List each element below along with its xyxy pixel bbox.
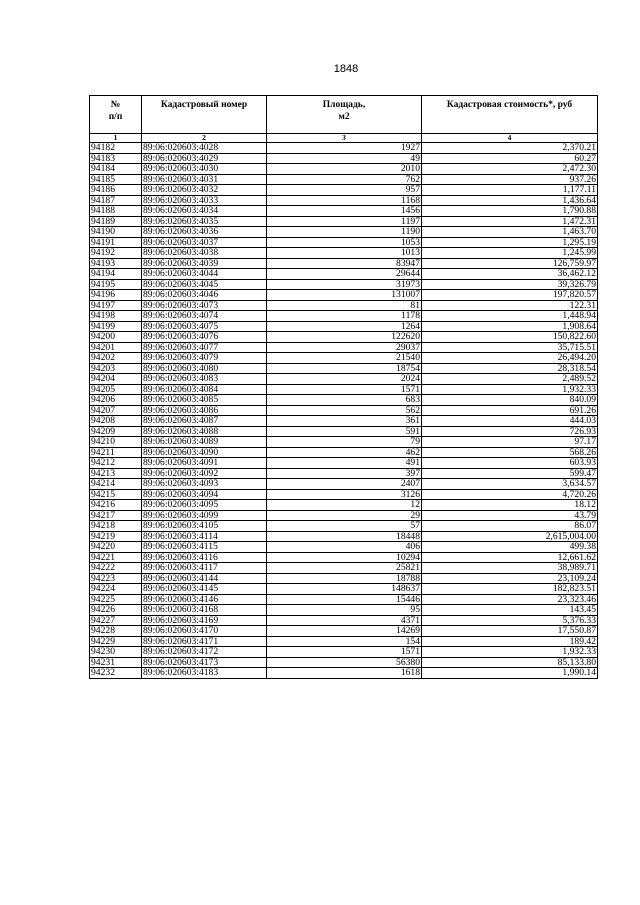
row-number-cell: 94202 [90, 353, 142, 364]
table-row [90, 195, 598, 206]
area-cell: 15446 [267, 594, 422, 605]
header-area: Площадь, м2 [267, 96, 422, 134]
table-row [90, 531, 598, 542]
cadastral-number-cell: 89:06:020603:4105 [142, 521, 267, 532]
row-number-cell: 94226 [90, 605, 142, 616]
row-number-cell: 94231 [90, 657, 142, 668]
row-number-cell: 94188 [90, 206, 142, 217]
area-cell: 1456 [267, 206, 422, 217]
header-cadastral-number: Кадастровый номер [142, 96, 267, 134]
cadastral-number-cell: 89:06:020603:4183 [142, 668, 267, 679]
row-number-cell: 94227 [90, 615, 142, 626]
area-cell: 957 [267, 185, 422, 196]
table-row [90, 552, 598, 563]
area-cell: 1264 [267, 321, 422, 332]
row-number-cell: 94206 [90, 395, 142, 406]
cadastral-value-cell: 60.27 [422, 153, 598, 164]
cadastral-number-cell: 89:06:020603:4080 [142, 363, 267, 374]
table-row [90, 216, 598, 227]
area-cell: 49 [267, 153, 422, 164]
cadastral-number-cell: 89:06:020603:4093 [142, 479, 267, 490]
cadastral-value-cell: 1,295.19 [422, 237, 598, 248]
cadastral-value-cell: 17,550.87 [422, 626, 598, 637]
table-row [90, 248, 598, 259]
area-cell: 122620 [267, 332, 422, 343]
cadastral-value-cell: 97.17 [422, 437, 598, 448]
row-number-cell: 94204 [90, 374, 142, 385]
cadastral-value-cell: 12,661.62 [422, 552, 598, 563]
cadastral-number-cell: 89:06:020603:4032 [142, 185, 267, 196]
cadastral-value-cell: 1,990.14 [422, 668, 598, 679]
area-cell: 1618 [267, 668, 422, 679]
area-cell: 406 [267, 542, 422, 553]
area-cell: 57 [267, 521, 422, 532]
row-number-cell: 94225 [90, 594, 142, 605]
table-row [90, 489, 598, 500]
cadastral-value-cell: 1,932.33 [422, 647, 598, 658]
cadastral-number-cell: 89:06:020603:4031 [142, 174, 267, 185]
cadastral-number-cell: 89:06:020603:4076 [142, 332, 267, 343]
cadastral-value-cell: 599.47 [422, 468, 598, 479]
cadastral-number-cell: 89:06:020603:4074 [142, 311, 267, 322]
cadastral-number-cell: 89:06:020603:4035 [142, 216, 267, 227]
row-number-cell: 94224 [90, 584, 142, 595]
cadastral-number-cell: 89:06:020603:4092 [142, 468, 267, 479]
area-cell: 591 [267, 426, 422, 437]
row-number-cell: 94195 [90, 279, 142, 290]
row-number-cell: 94211 [90, 447, 142, 458]
cadastral-number-cell: 89:06:020603:4044 [142, 269, 267, 280]
table-row [90, 636, 598, 647]
row-number-cell: 94209 [90, 426, 142, 437]
cadastral-number-cell: 89:06:020603:4077 [142, 342, 267, 353]
column-index: 1 [90, 134, 142, 143]
cadastral-number-cell: 89:06:020603:4116 [142, 552, 267, 563]
cadastral-value-cell: 39,326.79 [422, 279, 598, 290]
cadastral-number-cell: 89:06:020603:4088 [142, 426, 267, 437]
cadastral-number-cell: 89:06:020603:4075 [142, 321, 267, 332]
cadastral-value-cell: 85,133.80 [422, 657, 598, 668]
table-row [90, 416, 598, 427]
table-row [90, 237, 598, 248]
cadastral-number-cell: 89:06:020603:4114 [142, 531, 267, 542]
cadastral-number-cell: 89:06:020603:4073 [142, 300, 267, 311]
row-number-cell: 94220 [90, 542, 142, 553]
header-row-number: № п/п [90, 96, 142, 134]
area-cell: 56380 [267, 657, 422, 668]
table-row [90, 258, 598, 269]
row-number-cell: 94198 [90, 311, 142, 322]
cadastral-number-cell: 89:06:020603:4046 [142, 290, 267, 301]
cadastral-number-cell: 89:06:020603:4084 [142, 384, 267, 395]
table-row [90, 395, 598, 406]
row-number-cell: 94216 [90, 500, 142, 511]
cadastral-value-cell: 1,177.11 [422, 185, 598, 196]
table-row [90, 353, 598, 364]
table-row [90, 227, 598, 238]
area-cell: 12 [267, 500, 422, 511]
row-number-cell: 94193 [90, 258, 142, 269]
cadastral-value-cell: 18.12 [422, 500, 598, 511]
cadastral-number-cell: 89:06:020603:4168 [142, 605, 267, 616]
row-number-cell: 94213 [90, 468, 142, 479]
cadastral-value-cell: 691.26 [422, 405, 598, 416]
table-row [90, 311, 598, 322]
row-number-cell: 94189 [90, 216, 142, 227]
cadastral-number-cell: 89:06:020603:4169 [142, 615, 267, 626]
row-number-cell: 94182 [90, 143, 142, 154]
table-header-row [90, 96, 598, 134]
area-cell: 397 [267, 468, 422, 479]
cadastral-value-cell: 126,759.97 [422, 258, 598, 269]
cadastral-value-cell: 603.93 [422, 458, 598, 469]
table-row [90, 332, 598, 343]
cadastral-number-cell: 89:06:020603:4033 [142, 195, 267, 206]
area-cell: 1927 [267, 143, 422, 154]
cadastral-number-cell: 89:06:020603:4115 [142, 542, 267, 553]
cadastral-number-cell: 89:06:020603:4030 [142, 164, 267, 175]
cadastral-value-cell: 150,822.60 [422, 332, 598, 343]
cadastral-value-cell: 568.26 [422, 447, 598, 458]
row-number-cell: 94199 [90, 321, 142, 332]
row-number-cell: 94186 [90, 185, 142, 196]
cadastral-number-cell: 89:06:020603:4094 [142, 489, 267, 500]
table-row [90, 206, 598, 217]
table-row [90, 143, 598, 154]
cadastral-value-cell: 1,472.31 [422, 216, 598, 227]
table-row [90, 437, 598, 448]
cadastral-number-cell: 89:06:020603:4037 [142, 237, 267, 248]
area-cell: 95 [267, 605, 422, 616]
area-cell: 83947 [267, 258, 422, 269]
cadastral-number-cell: 89:06:020603:4099 [142, 510, 267, 521]
table-row [90, 521, 598, 532]
cadastral-value-cell: 2,615,004.00 [422, 531, 598, 542]
cadastral-value-cell: 28,318.54 [422, 363, 598, 374]
cadastral-number-cell: 89:06:020603:4079 [142, 353, 267, 364]
cadastral-number-cell: 89:06:020603:4171 [142, 636, 267, 647]
row-number-cell: 94215 [90, 489, 142, 500]
area-cell: 18788 [267, 573, 422, 584]
header-cadastral-value: Кадастровая стоимость*, руб [422, 96, 598, 134]
cadastral-value-cell: 726.93 [422, 426, 598, 437]
row-number-cell: 94218 [90, 521, 142, 532]
cadastral-number-cell: 89:06:020603:4039 [142, 258, 267, 269]
row-number-cell: 94228 [90, 626, 142, 637]
area-cell: 18754 [267, 363, 422, 374]
area-cell: 14269 [267, 626, 422, 637]
table-row [90, 647, 598, 658]
cadastral-number-cell: 89:06:020603:4085 [142, 395, 267, 406]
cadastral-number-cell: 89:06:020603:4173 [142, 657, 267, 668]
area-cell: 31973 [267, 279, 422, 290]
area-cell: 1190 [267, 227, 422, 238]
table-row [90, 573, 598, 584]
column-index: 3 [267, 134, 422, 143]
area-cell: 1571 [267, 647, 422, 658]
area-cell: 25821 [267, 563, 422, 574]
area-cell: 491 [267, 458, 422, 469]
column-index: 4 [422, 134, 598, 143]
row-number-cell: 94192 [90, 248, 142, 259]
row-number-cell: 94208 [90, 416, 142, 427]
area-cell: 4371 [267, 615, 422, 626]
area-cell: 21540 [267, 353, 422, 364]
area-cell: 361 [267, 416, 422, 427]
cadastral-number-cell: 89:06:020603:4029 [142, 153, 267, 164]
area-cell: 148637 [267, 584, 422, 595]
area-cell: 2010 [267, 164, 422, 175]
row-number-cell: 94190 [90, 227, 142, 238]
area-cell: 3126 [267, 489, 422, 500]
area-cell: 10294 [267, 552, 422, 563]
cadastral-number-cell: 89:06:020603:4090 [142, 447, 267, 458]
table-row [90, 363, 598, 374]
table-row [90, 468, 598, 479]
cadastral-value-cell: 2,472.30 [422, 164, 598, 175]
cadastral-value-cell: 4,720.26 [422, 489, 598, 500]
table-row [90, 321, 598, 332]
cadastre-table [89, 95, 598, 679]
table-row [90, 384, 598, 395]
cadastral-number-cell: 89:06:020603:4083 [142, 374, 267, 385]
cadastral-number-cell: 89:06:020603:4091 [142, 458, 267, 469]
cadastral-value-cell: 444.03 [422, 416, 598, 427]
row-number-cell: 94200 [90, 332, 142, 343]
table-row [90, 542, 598, 553]
area-cell: 154 [267, 636, 422, 647]
table-body [90, 143, 598, 679]
table-row [90, 405, 598, 416]
area-cell: 1053 [267, 237, 422, 248]
cadastral-value-cell: 1,463.70 [422, 227, 598, 238]
row-number-cell: 94229 [90, 636, 142, 647]
row-number-cell: 94232 [90, 668, 142, 679]
column-index: 2 [142, 134, 267, 143]
cadastral-value-cell: 499.38 [422, 542, 598, 553]
table-row [90, 374, 598, 385]
row-number-cell: 94219 [90, 531, 142, 542]
row-number-cell: 94201 [90, 342, 142, 353]
table-row [90, 426, 598, 437]
cadastral-value-cell: 840.09 [422, 395, 598, 406]
area-cell: 683 [267, 395, 422, 406]
cadastral-value-cell: 43.79 [422, 510, 598, 521]
table-row [90, 447, 598, 458]
cadastral-number-cell: 89:06:020603:4117 [142, 563, 267, 574]
cadastral-value-cell: 36,462.12 [422, 269, 598, 280]
cadastral-value-cell: 5,376.33 [422, 615, 598, 626]
table-row [90, 458, 598, 469]
cadastral-value-cell: 2,370.21 [422, 143, 598, 154]
area-cell: 462 [267, 447, 422, 458]
cadastral-value-cell: 189.42 [422, 636, 598, 647]
cadastral-number-cell: 89:06:020603:4172 [142, 647, 267, 658]
table-row [90, 290, 598, 301]
area-cell: 1168 [267, 195, 422, 206]
area-cell: 2407 [267, 479, 422, 490]
row-number-cell: 94212 [90, 458, 142, 469]
table-row [90, 479, 598, 490]
area-cell: 29037 [267, 342, 422, 353]
table-row [90, 657, 598, 668]
area-cell: 29 [267, 510, 422, 521]
cadastral-value-cell: 2,489.52 [422, 374, 598, 385]
area-cell: 1178 [267, 311, 422, 322]
table-row [90, 279, 598, 290]
table-row [90, 615, 598, 626]
table-row [90, 174, 598, 185]
table-row [90, 594, 598, 605]
cadastral-value-cell: 3,634.57 [422, 479, 598, 490]
row-number-cell: 94183 [90, 153, 142, 164]
table-row [90, 164, 598, 175]
table-row [90, 605, 598, 616]
cadastral-value-cell: 1,908.64 [422, 321, 598, 332]
table-row [90, 153, 598, 164]
row-number-cell: 94217 [90, 510, 142, 521]
row-number-cell: 94210 [90, 437, 142, 448]
cadastral-number-cell: 89:06:020603:4146 [142, 594, 267, 605]
cadastral-number-cell: 89:06:020603:4087 [142, 416, 267, 427]
row-number-cell: 94221 [90, 552, 142, 563]
column-index-row [90, 134, 598, 143]
cadastral-value-cell: 26,494.20 [422, 353, 598, 364]
row-number-cell: 94185 [90, 174, 142, 185]
area-cell: 762 [267, 174, 422, 185]
cadastral-number-cell: 89:06:020603:4036 [142, 227, 267, 238]
area-cell: 18448 [267, 531, 422, 542]
area-cell: 2024 [267, 374, 422, 385]
cadastral-number-cell: 89:06:020603:4089 [142, 437, 267, 448]
cadastral-value-cell: 937.26 [422, 174, 598, 185]
row-number-cell: 94207 [90, 405, 142, 416]
cadastral-number-cell: 89:06:020603:4045 [142, 279, 267, 290]
area-cell: 1197 [267, 216, 422, 227]
row-number-cell: 94230 [90, 647, 142, 658]
area-cell: 1571 [267, 384, 422, 395]
row-number-cell: 94214 [90, 479, 142, 490]
cadastral-number-cell: 89:06:020603:4028 [142, 143, 267, 154]
cadastral-value-cell: 122.31 [422, 300, 598, 311]
area-cell: 1013 [267, 248, 422, 259]
row-number-cell: 94187 [90, 195, 142, 206]
row-number-cell: 94194 [90, 269, 142, 280]
table-row [90, 510, 598, 521]
row-number-cell: 94205 [90, 384, 142, 395]
table-row [90, 584, 598, 595]
cadastral-value-cell: 182,823.51 [422, 584, 598, 595]
area-cell: 29644 [267, 269, 422, 280]
row-number-cell: 94223 [90, 573, 142, 584]
table-row [90, 185, 598, 196]
cadastral-value-cell: 35,715.51 [422, 342, 598, 353]
row-number-cell: 94191 [90, 237, 142, 248]
cadastral-number-cell: 89:06:020603:4095 [142, 500, 267, 511]
table-row [90, 563, 598, 574]
table-row [90, 500, 598, 511]
page-number: 1848 [333, 63, 359, 75]
cadastral-value-cell: 23,109.24 [422, 573, 598, 584]
cadastral-value-cell: 38,989.71 [422, 563, 598, 574]
row-number-cell: 94222 [90, 563, 142, 574]
area-cell: 79 [267, 437, 422, 448]
cadastral-value-cell: 1,790.88 [422, 206, 598, 217]
cadastral-number-cell: 89:06:020603:4034 [142, 206, 267, 217]
cadastral-value-cell: 23,323.46 [422, 594, 598, 605]
area-cell: 81 [267, 300, 422, 311]
cadastral-number-cell: 89:06:020603:4170 [142, 626, 267, 637]
table-row [90, 300, 598, 311]
row-number-cell: 94184 [90, 164, 142, 175]
row-number-cell: 94197 [90, 300, 142, 311]
cadastral-value-cell: 1,436.64 [422, 195, 598, 206]
cadastral-number-cell: 89:06:020603:4038 [142, 248, 267, 259]
row-number-cell: 94196 [90, 290, 142, 301]
cadastral-value-cell: 143.45 [422, 605, 598, 616]
table-row [90, 626, 598, 637]
cadastral-number-cell: 89:06:020603:4086 [142, 405, 267, 416]
table-row [90, 668, 598, 679]
cadastral-value-cell: 1,448.94 [422, 311, 598, 322]
area-cell: 131007 [267, 290, 422, 301]
cadastral-value-cell: 1,245.99 [422, 248, 598, 259]
table-row [90, 269, 598, 280]
table-row [90, 342, 598, 353]
row-number-cell: 94203 [90, 363, 142, 374]
area-cell: 562 [267, 405, 422, 416]
cadastral-number-cell: 89:06:020603:4144 [142, 573, 267, 584]
cadastral-value-cell: 197,820.57 [422, 290, 598, 301]
cadastral-value-cell: 86.07 [422, 521, 598, 532]
cadastral-value-cell: 1,932.33 [422, 384, 598, 395]
cadastral-number-cell: 89:06:020603:4145 [142, 584, 267, 595]
